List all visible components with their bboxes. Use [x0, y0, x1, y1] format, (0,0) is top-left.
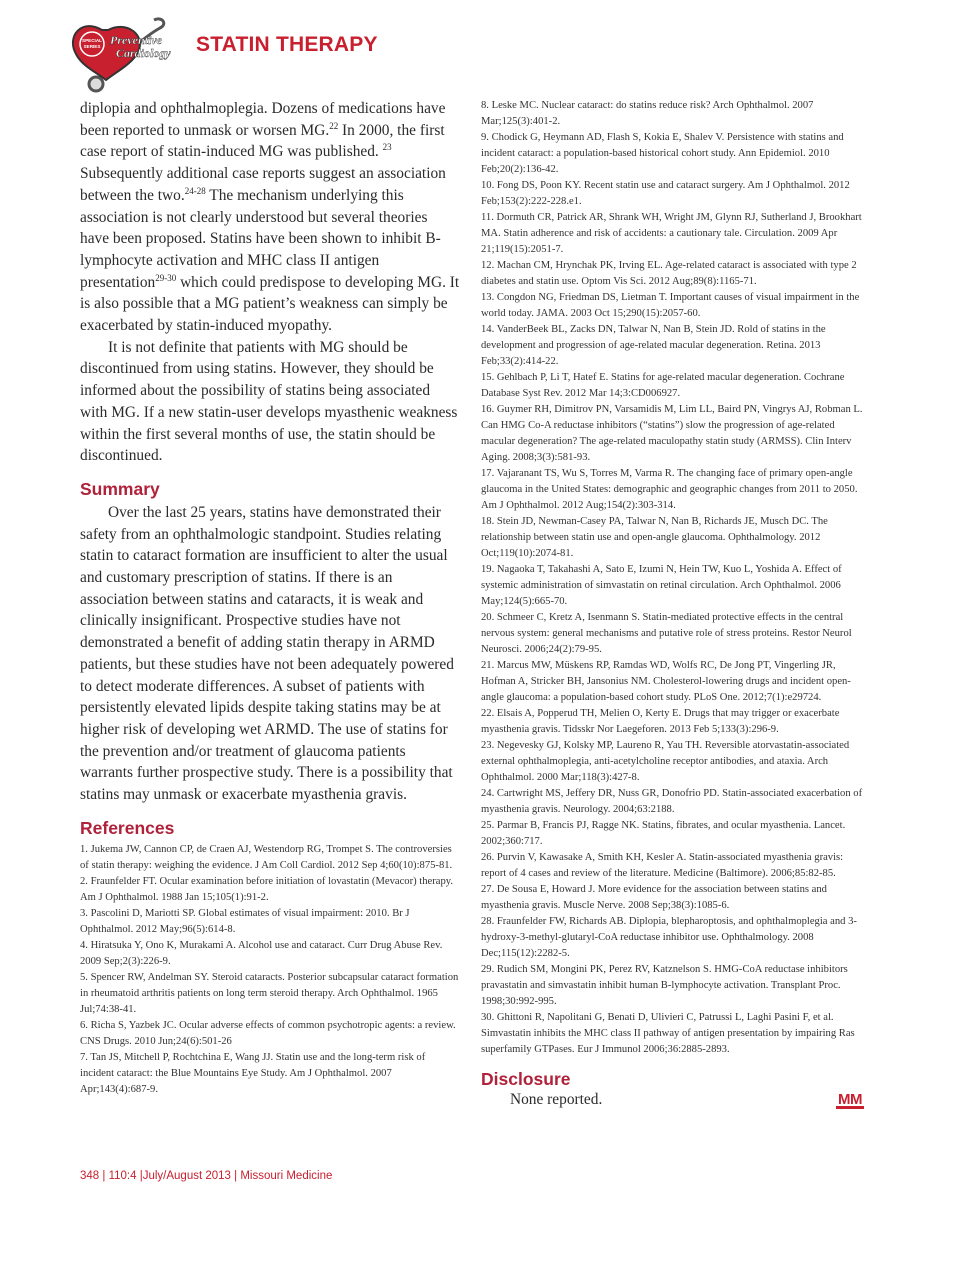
reference-item: 16. Guymer RH, Dimitrov PN, Varsamidis M, Lim LL, Baird PN, Vingrys AJ, Robman L. Can HMG Co-A reductase inhibitors (“statins”) slow the progression of age-related macular degeneration? The age-related maculopathy statin study (ARMSS). Clin Interv Aging. 2008;3(3):581-93. — [481, 404, 863, 463]
body-paragraph: It is not definite that patients with MG should be discontinued from using statins. However, they should be informed about the possibility of statins being associated with MG. If a new statin-user develops myasthenic weakness within the first several months of use, the statin should be discontinued. — [80, 338, 458, 465]
reference-item: 22. Elsais A, Popperud TH, Melien O, Kerty E. Drugs that may trigger or exacerbate myasthenia gravis. Tidsskr Nor Laegeforen. 2013 Feb 5;133(3):296-9. — [481, 708, 840, 735]
reference-item: 12. Machan CM, Hrynchak PK, Irving EL. Age-related cataract is associated with type 2 diabetes and statin use. Optom Vis Sci. 2012 Aug;89(8):1165-71. — [481, 260, 857, 287]
right-column — [481, 98, 866, 1113]
reference-item: 8. Leske MC. Nuclear cataract: do statins reduce risk? Arch Ophthalmol. 2007 Mar;125(3):401-2. — [481, 100, 814, 127]
reference-item: 3. Pascolini D, Mariotti SP. Global estimates of visual impairment: 2010. Br J Ophthalmol. 2012 May;96(5):614-8. — [80, 907, 410, 935]
reference-item: 13. Congdon NG, Friedman DS, Lietman T. Important causes of visual impairment in the world today. JAMA. 2003 Oct 15;290(15):2057-60. — [481, 292, 860, 319]
reference-item: 26. Purvin V, Kawasake A, Smith KH, Kesler A. Statin-associated myasthenia gravis: report of 4 cases and review of the literature. Medicine (Baltimore). 2006;85:82-85. — [481, 852, 844, 879]
citation-superscript: 23 — [382, 142, 392, 153]
references-list-right — [481, 98, 866, 1058]
reference-item: 11. Dormuth CR, Patrick AR, Shrank WH, Wright JM, Glynn RJ, Sutherland J, Brookhart MA. Statin adherence and risk of accidents: a cautionary tale. Circulation. 2009 Apr 21;119(15):2051-7. — [481, 212, 862, 255]
reference-item: 19. Nagaoka T, Takahashi A, Sato E, Izumi N, Hein TW, Kuo L, Yoshida A. Effect of systemic administration of simvastatin on retinal circulation. Arch Ophthalmol. 2006 May;124(5):665-70. — [481, 564, 842, 607]
reference-item: 6. Richa S, Yazbek JC. Ocular adverse effects of common psychotropic agents: a review. CNS Drugs. 2010 Jun;24(6):501-26 — [80, 1019, 456, 1047]
page-number: 348 — [80, 1170, 100, 1182]
reference-item: 10. Fong DS, Poon KY. Recent statin use and cataract surgery. Am J Ophthalmol. 2012 Feb;153(2):222-228.e1. — [481, 180, 850, 207]
reference-item: 27. De Sousa E, Howard J. More evidence for the association between statins and myasthenia gravis. Muscle Nerve. 2008 Sep;38(3):1085-6. — [481, 884, 827, 911]
reference-item: 14. VanderBeek BL, Zacks DN, Talwar N, Nan B, Stein JD. Rold of statins in the development and progression of age-related macular degeneration. Retina. 2013 Feb;33(2):414-22. — [481, 324, 826, 367]
reference-item: 20. Schmeer C, Kretz A, Isenmann S. Statin-mediated protective effects in the central nervous system: general mechanisms and putative role of stress proteins. Restor Neurol Neurosci. 2006;24(2):79-95. — [481, 612, 852, 655]
reference-item: 23. Negevesky GJ, Kolsky MP, Laureno R, Yau TH. Reversible atorvastatin-associated external ophthalmoplegia, anti-acetylcholine receptor antibodies, and ataxia. Arch Ophthalmol. 2000 Mar;118(3):427-8. — [481, 740, 850, 783]
reference-item: 30. Ghittoni R, Napolitani G, Benati D, Ulivieri C, Patrussi L, Laghi Pasini F, et al. Simvastatin inhibits the MHC class II pathway of antigen presentation by impairing Ras superfamily GTPases. Eur J Immunol 2006;36:2885-2893. — [481, 1012, 855, 1055]
citation-superscript: 29-30 — [155, 272, 177, 283]
summary-heading: Summary — [80, 478, 160, 499]
references-list-left — [80, 842, 460, 1098]
reference-item: 28. Fraunfelder FW, Richards AB. Diplopia, blepharoptosis, and ophthalmoplegia and 3-hydroxy-3-methyl-glutaryl-CoA reductase inhibitor use. Ophthalmology. 2008 Dec;115(12):2282-5. — [481, 916, 857, 959]
page-footer: 348 | 110:4 |July/August 2013 | Missouri Medicine — [80, 1170, 333, 1182]
reference-item: 24. Cartwright MS, Jeffery DR, Nuss GR, Donofrio PD. Statin-associated exacerbation of myasthenia gravis. Neurology. 2004;63:2188. — [481, 788, 863, 815]
svg-text:SERIES: SERIES — [83, 44, 101, 49]
reference-item: 2. Fraunfelder FT. Ocular examination before initiation of lovastatin (Mevacor) therapy. Am J Ophthalmol. 1988 Jan 15;105(1):91-2. — [80, 875, 454, 903]
svg-text:SPECIAL: SPECIAL — [82, 38, 102, 43]
references-heading: References — [80, 817, 175, 838]
reference-item: 4. Hiratsuka Y, Ono K, Murakami A. Alcohol use and cataract. Curr Drug Abuse Rev. 2009 Sep;2(3):226-9. — [80, 939, 443, 967]
reference-item: 15. Gehlbach P, Li T, Hatef E. Statins for age-related macular degeneration. Cochrane Database Syst Rev. 2012 Mar 14;3:CD006927. — [481, 372, 845, 399]
reference-item: 7. Tan JS, Mitchell P, Rochtchina E, Wang JJ. Statin use and the long-term risk of incident cataract: the Blue Mountains Eye Study. Am J Ophthalmol. 2007 Apr;143(4):687-9. — [80, 1051, 426, 1095]
summary-paragraph: Over the last 25 years, statins have demonstrated their safety from an ophthalmologic standpoint. Studies relating statin to cataract formation are insufficient to alter the usual and customary prescription of statins. If there is an association between statins and cataracts, it is weak and clinically insignificant. Prospective studies have not demonstrated a benefit of adding statin therapy in ARMD patients, but these studies have not been adequately powered to detect moderate differences. A subset of patients with persistently elevated lipids despite taking statins may be at higher risk of developing wet ARMD. The use of statins for the prevention and/or treatment of glaucoma patients warrants further prospective study. There is a possibility that statins may unmask or exacerbate myasthenia gravis. — [80, 503, 454, 804]
disclosure-text: None reported. — [510, 1091, 603, 1108]
left-column — [80, 98, 460, 1098]
section-title: STATIN THERAPY — [196, 33, 378, 56]
journal-name: Missouri Medicine — [240, 1170, 333, 1182]
citation-superscript: 24-28 — [184, 185, 206, 196]
end-mark: MM — [838, 1091, 862, 1108]
reference-item: 9. Chodick G, Heymann AD, Flash S, Kokia E, Shalev V. Persistence with statins and incident cataract: a population-based historical cohort study. Ann Epidemiol. 2010 Feb;20(2):136-42. — [481, 132, 844, 175]
reference-item: 1. Jukema JW, Cannon CP, de Craen AJ, Westendorp RG, Trompet S. The controversies of statin therapy: weighing the evidence. J Am Coll Cardiol. 2012 Sep 4;60(10):875-81. — [80, 843, 453, 871]
reference-item: 25. Parmar B, Francis PJ, Ragge NK. Statins, fibrates, and ocular myasthenia. Lancet. 2002;360:717. — [481, 820, 846, 847]
reference-item: 29. Rudich SM, Mongini PK, Perez RV, Katznelson S. HMG-CoA reductase inhibitors pravastatin and simvastatin inhibit human B-lymphocyte activation. Transplant Proc. 1998;30:992-995. — [481, 964, 848, 1007]
svg-text:Cardiology: Cardiology — [116, 46, 171, 60]
issue-number: 110:4 — [108, 1170, 137, 1182]
disclosure-row — [481, 1091, 866, 1113]
preventive-cardiology-logo-icon — [62, 14, 187, 94]
reference-item: 21. Marcus MW, Müskens RP, Ramdas WD, Wolfs RC, De Jong PT, Vingerling JR, Hofman A, Stricker BH, Jansonius NM. Cholesterol-lowering drugs and incident open-angle glaucoma: a population-based cohort study. PLoS One. 2012;7(1):e29724. — [481, 660, 851, 703]
page-header — [62, 14, 482, 94]
svg-text:Preventive: Preventive — [110, 33, 162, 47]
reference-item: 17. Vajaranant TS, Wu S, Torres M, Varma R. The changing face of primary open-angle glaucoma in the United States: demographic and geographic changes from 2011 to 2050. Am J Ophthalmol. 2012 Aug;154(2):303-314. — [481, 468, 858, 511]
reference-item: 18. Stein JD, Newman-Casey PA, Talwar N, Nan B, Richards JE, Musch DC. The relationship between statin use and open-angle glaucoma. Ophthalmology. 2012 Oct;119(10):2074-81. — [481, 516, 828, 559]
issue-date: July/August 2013 — [142, 1170, 231, 1182]
body-paragraph: diplopia and ophthalmoplegia. Dozens of medications have been reported to unmask or worsen MG.$^{22}$ In 2000, the first case report of statin-induced MG was published. $^{23}$ Subsequently additional case reports suggest an association between the two.$^{24-28}$ The mechanism underlying this association is not clearly understood but several theories have been proposed. Statins have been shown to inhibit B-lymphocyte activation and MHC class II antigen presentation$^{29-30}$ which could predispose to developing MG. It is also possible that a MG patient’s weakness can simply be exacerbated by statin-induced myopathy. — [80, 100, 460, 335]
reference-item: 5. Spencer RW, Andelman SY. Steroid cataracts. Posterior subcapsular cataract formation in rheumatoid arthritis patients on long term steroid therapy. Arch Ophthalmol. 1965 Jul;74:38-41. — [80, 971, 459, 1015]
citation-superscript: 22 — [329, 120, 339, 131]
disclosure-heading: Disclosure — [481, 1069, 571, 1089]
